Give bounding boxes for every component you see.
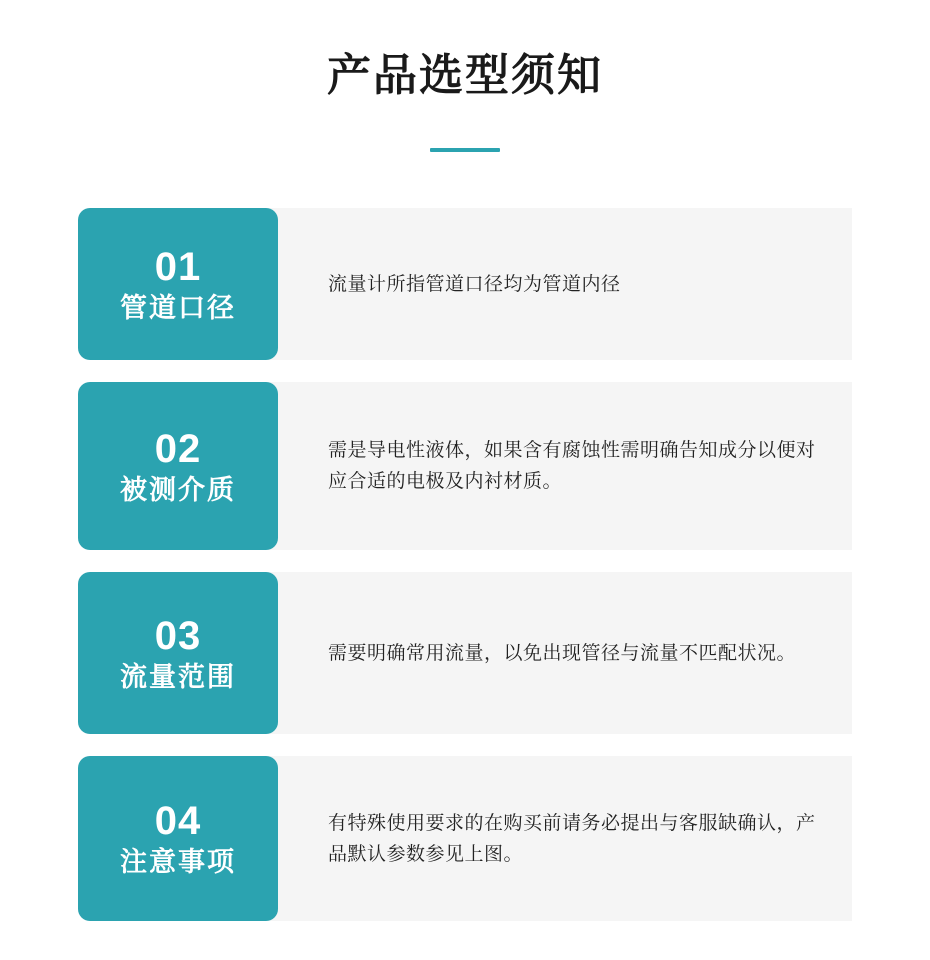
item-description: 有特殊使用要求的在购买前请务必提出与客服缺确认，产品默认参数参见上图。 (328, 812, 816, 865)
item-number: 03 (154, 613, 202, 658)
list-item (78, 208, 852, 360)
item-number: 02 (154, 426, 202, 471)
item-description: 需要明确常用流量，以免出现管径与流量不匹配状况。 (328, 642, 797, 664)
page-header (0, 0, 930, 152)
page-title: 产品选型须知 (327, 51, 603, 100)
item-label: 被测介质 (120, 474, 236, 505)
item-badge (78, 382, 278, 550)
item-label: 管道口径 (120, 292, 236, 323)
item-description: 需是导电性液体，如果含有腐蚀性需明确告知成分以便对应合适的电极及内衬材质。 (328, 440, 816, 493)
item-text-wrap (278, 572, 852, 734)
item-text-wrap (278, 756, 852, 921)
item-text-wrap (278, 382, 852, 550)
item-number: 01 (154, 244, 202, 289)
item-label: 注意事项 (120, 847, 236, 878)
list-item (78, 756, 852, 921)
item-label: 流量范围 (120, 661, 236, 692)
item-description: 流量计所指管道口径均为管道内径 (328, 273, 621, 295)
list-item (78, 572, 852, 734)
title-underline-rule (430, 148, 500, 152)
item-badge (78, 208, 278, 360)
item-number: 04 (154, 799, 202, 844)
item-badge (78, 572, 278, 734)
item-badge (78, 756, 278, 921)
notice-list (0, 208, 930, 921)
list-item (78, 382, 852, 550)
item-text-wrap (278, 208, 852, 360)
